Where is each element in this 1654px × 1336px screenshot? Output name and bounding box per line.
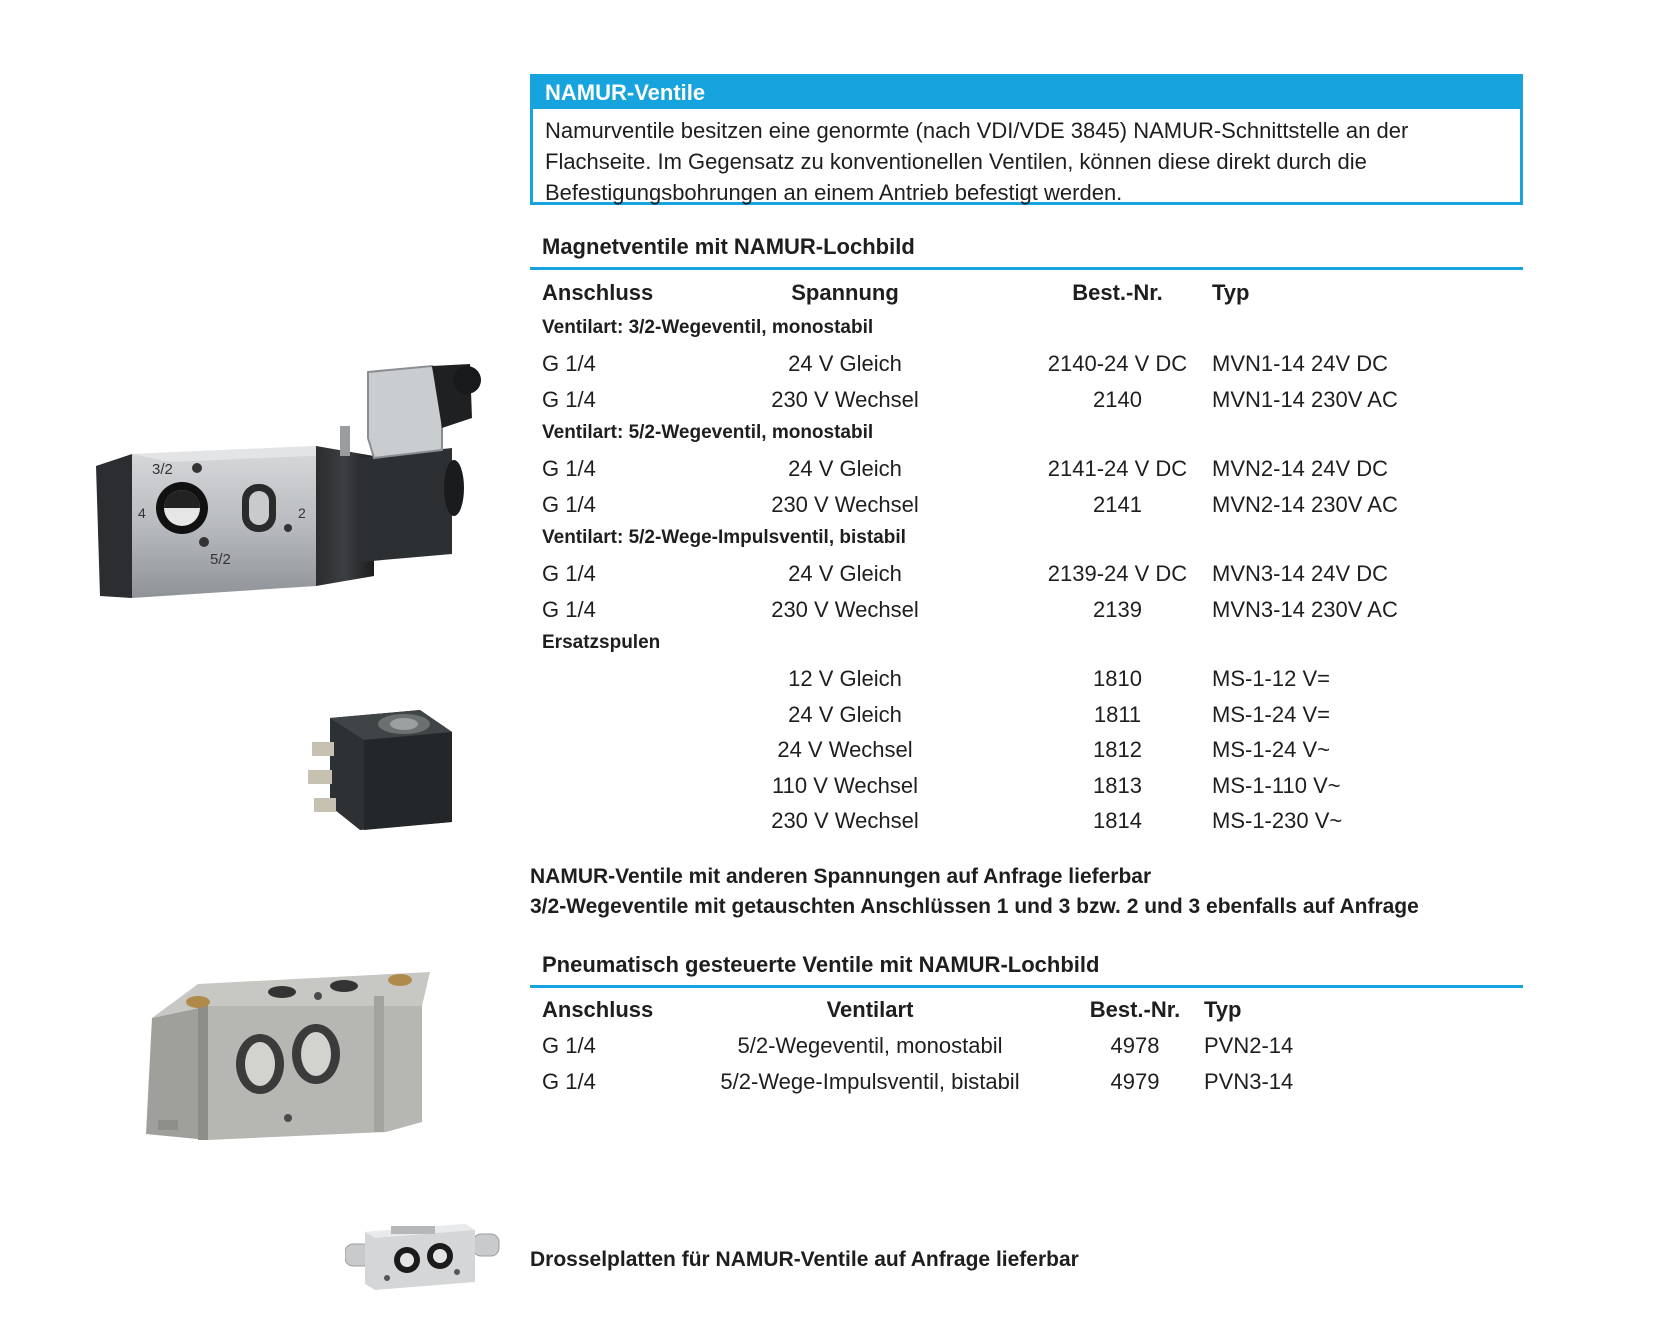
note-throttle-plates: Drosselplatten für NAMUR-Ventile auf Anfrage lieferbar xyxy=(530,1248,1079,1271)
cell-bestnr: 2141-24 V DC xyxy=(1047,456,1188,481)
cell-typ: MVN3-14 230V AC xyxy=(1212,597,1398,622)
cell-spannung: 230 V Wechsel xyxy=(771,492,919,517)
cell-spannung: 12 V Gleich xyxy=(788,666,902,691)
info-box xyxy=(530,74,1523,205)
cell-bestnr: 1812 xyxy=(1093,737,1142,762)
table1-title: Magnetventile mit NAMUR-Lochbild xyxy=(530,234,1523,270)
cell-typ: MVN1-14 24V DC xyxy=(1212,351,1389,376)
throttle-plate-image xyxy=(345,1208,505,1298)
cell-bestnr: 2139-24 V DC xyxy=(1047,561,1188,586)
cell-spannung: 24 V Gleich xyxy=(788,561,902,586)
cell-spannung: 24 V Gleich xyxy=(788,702,902,727)
table1-group-label: Ventilart: 3/2-Wegeventil, monostabil xyxy=(542,317,874,338)
table1-group-label: Ventilart: 5/2-Wegeventil, monostabil xyxy=(542,422,874,443)
cell-typ: MVN2-14 230V AC xyxy=(1212,492,1398,517)
cell-typ: MVN3-14 24V DC xyxy=(1212,561,1389,586)
cell-bestnr: 2139 xyxy=(1093,597,1142,622)
cell-ventilart: 5/2-Wegeventil, monostabil xyxy=(737,1033,1003,1058)
table2-header-typ: Typ xyxy=(1204,997,1242,1022)
table1-group-label: Ventilart: 5/2-Wege-Impulsventil, bistabil xyxy=(542,527,906,548)
cell-bestnr: 2141 xyxy=(1093,492,1142,517)
port-label: 4 xyxy=(138,505,146,521)
note-other-voltages: NAMUR-Ventile mit anderen Spannungen auf Anfrage lieferbar xyxy=(530,865,1152,888)
cell-bestnr: 1814 xyxy=(1093,808,1142,833)
cell-typ: MS-1-24 V= xyxy=(1212,702,1330,727)
cell-bestnr: 2140-24 V DC xyxy=(1047,351,1188,376)
cell-typ: MS-1-110 V~ xyxy=(1212,773,1341,798)
table2-title: Pneumatisch gesteuerte Ventile mit NAMUR-Lochbild xyxy=(530,952,1523,988)
cell-spannung: 24 V Gleich xyxy=(788,456,902,481)
info-text-line: Flachseite. Im Gegensatz zu konventionellen Ventilen, können diese direkt durch die xyxy=(545,149,1367,174)
table2-header-anschluss: Anschluss xyxy=(542,997,654,1022)
info-title: NAMUR-Ventile xyxy=(533,77,1520,109)
cell-spannung: 230 V Wechsel xyxy=(771,387,919,412)
cell-spannung: 24 V Wechsel xyxy=(777,737,913,762)
cell-typ: PVN2-14 xyxy=(1204,1033,1294,1058)
cell-bestnr: 4978 xyxy=(1110,1033,1160,1058)
cell-bestnr: 1813 xyxy=(1093,773,1142,798)
info-text-line: Namurventile besitzen eine genormte (nach VDI/VDE 3845) NAMUR-Schnittstelle an der xyxy=(545,118,1409,143)
cell-typ: MVN2-14 24V DC xyxy=(1212,456,1389,481)
cell-typ: PVN3-14 xyxy=(1204,1069,1294,1094)
port-label: 5/2 xyxy=(210,551,231,568)
cell-ventilart: 5/2-Wege-Impulsventil, bistabil xyxy=(720,1069,1020,1094)
table1-header-anschluss: Anschluss xyxy=(542,280,654,305)
cell-anschluss: G 1/4 xyxy=(542,1033,596,1058)
cell-bestnr: 2140 xyxy=(1093,387,1142,412)
port-label: 3/2 xyxy=(152,461,173,478)
cell-anschluss: G 1/4 xyxy=(542,351,596,376)
spare-coil-image xyxy=(300,688,470,838)
cell-anschluss: G 1/4 xyxy=(542,456,596,481)
cell-anschluss: G 1/4 xyxy=(542,1069,596,1094)
port-label: 2 xyxy=(298,505,306,521)
table2-header-bestnr: Best.-Nr. xyxy=(1089,997,1181,1022)
pneumatic-valve-image xyxy=(138,962,438,1150)
table1-header-bestnr: Best.-Nr. xyxy=(1072,280,1163,305)
cell-typ: MS-1-230 V~ xyxy=(1212,808,1343,833)
cell-anschluss: G 1/4 xyxy=(542,597,596,622)
cell-anschluss: G 1/4 xyxy=(542,387,596,412)
note-swapped-ports: 3/2-Wegeventile mit getauschten Anschlüssen 1 und 3 bzw. 2 und 3 ebenfalls auf Anfrage xyxy=(530,895,1419,918)
cell-anschluss: G 1/4 xyxy=(542,561,596,586)
cell-bestnr: 4979 xyxy=(1110,1069,1160,1094)
cell-spannung: 110 V Wechsel xyxy=(772,773,918,798)
cell-bestnr: 1810 xyxy=(1093,666,1142,691)
cell-typ: MS-1-24 V~ xyxy=(1212,737,1330,762)
cell-typ: MS-1-12 V= xyxy=(1212,666,1330,691)
info-text-line: Befestigungsbohrungen an einem Antrieb befestigt werden. xyxy=(545,180,1123,205)
table1-group-label: Ersatzspulen xyxy=(542,632,661,653)
table2-header-ventilart: Ventilart xyxy=(826,997,914,1022)
solenoid-valve-image xyxy=(92,358,512,608)
info-text xyxy=(533,109,1520,208)
cell-spannung: 24 V Gleich xyxy=(788,351,902,376)
table1-header-typ: Typ xyxy=(1212,280,1250,305)
cell-spannung: 230 V Wechsel xyxy=(771,808,919,833)
cell-typ: MVN1-14 230V AC xyxy=(1212,387,1398,412)
cell-anschluss: G 1/4 xyxy=(542,492,596,517)
cell-spannung: 230 V Wechsel xyxy=(771,597,919,622)
cell-bestnr: 1811 xyxy=(1093,702,1142,727)
table1-header-spannung: Spannung xyxy=(791,280,899,305)
